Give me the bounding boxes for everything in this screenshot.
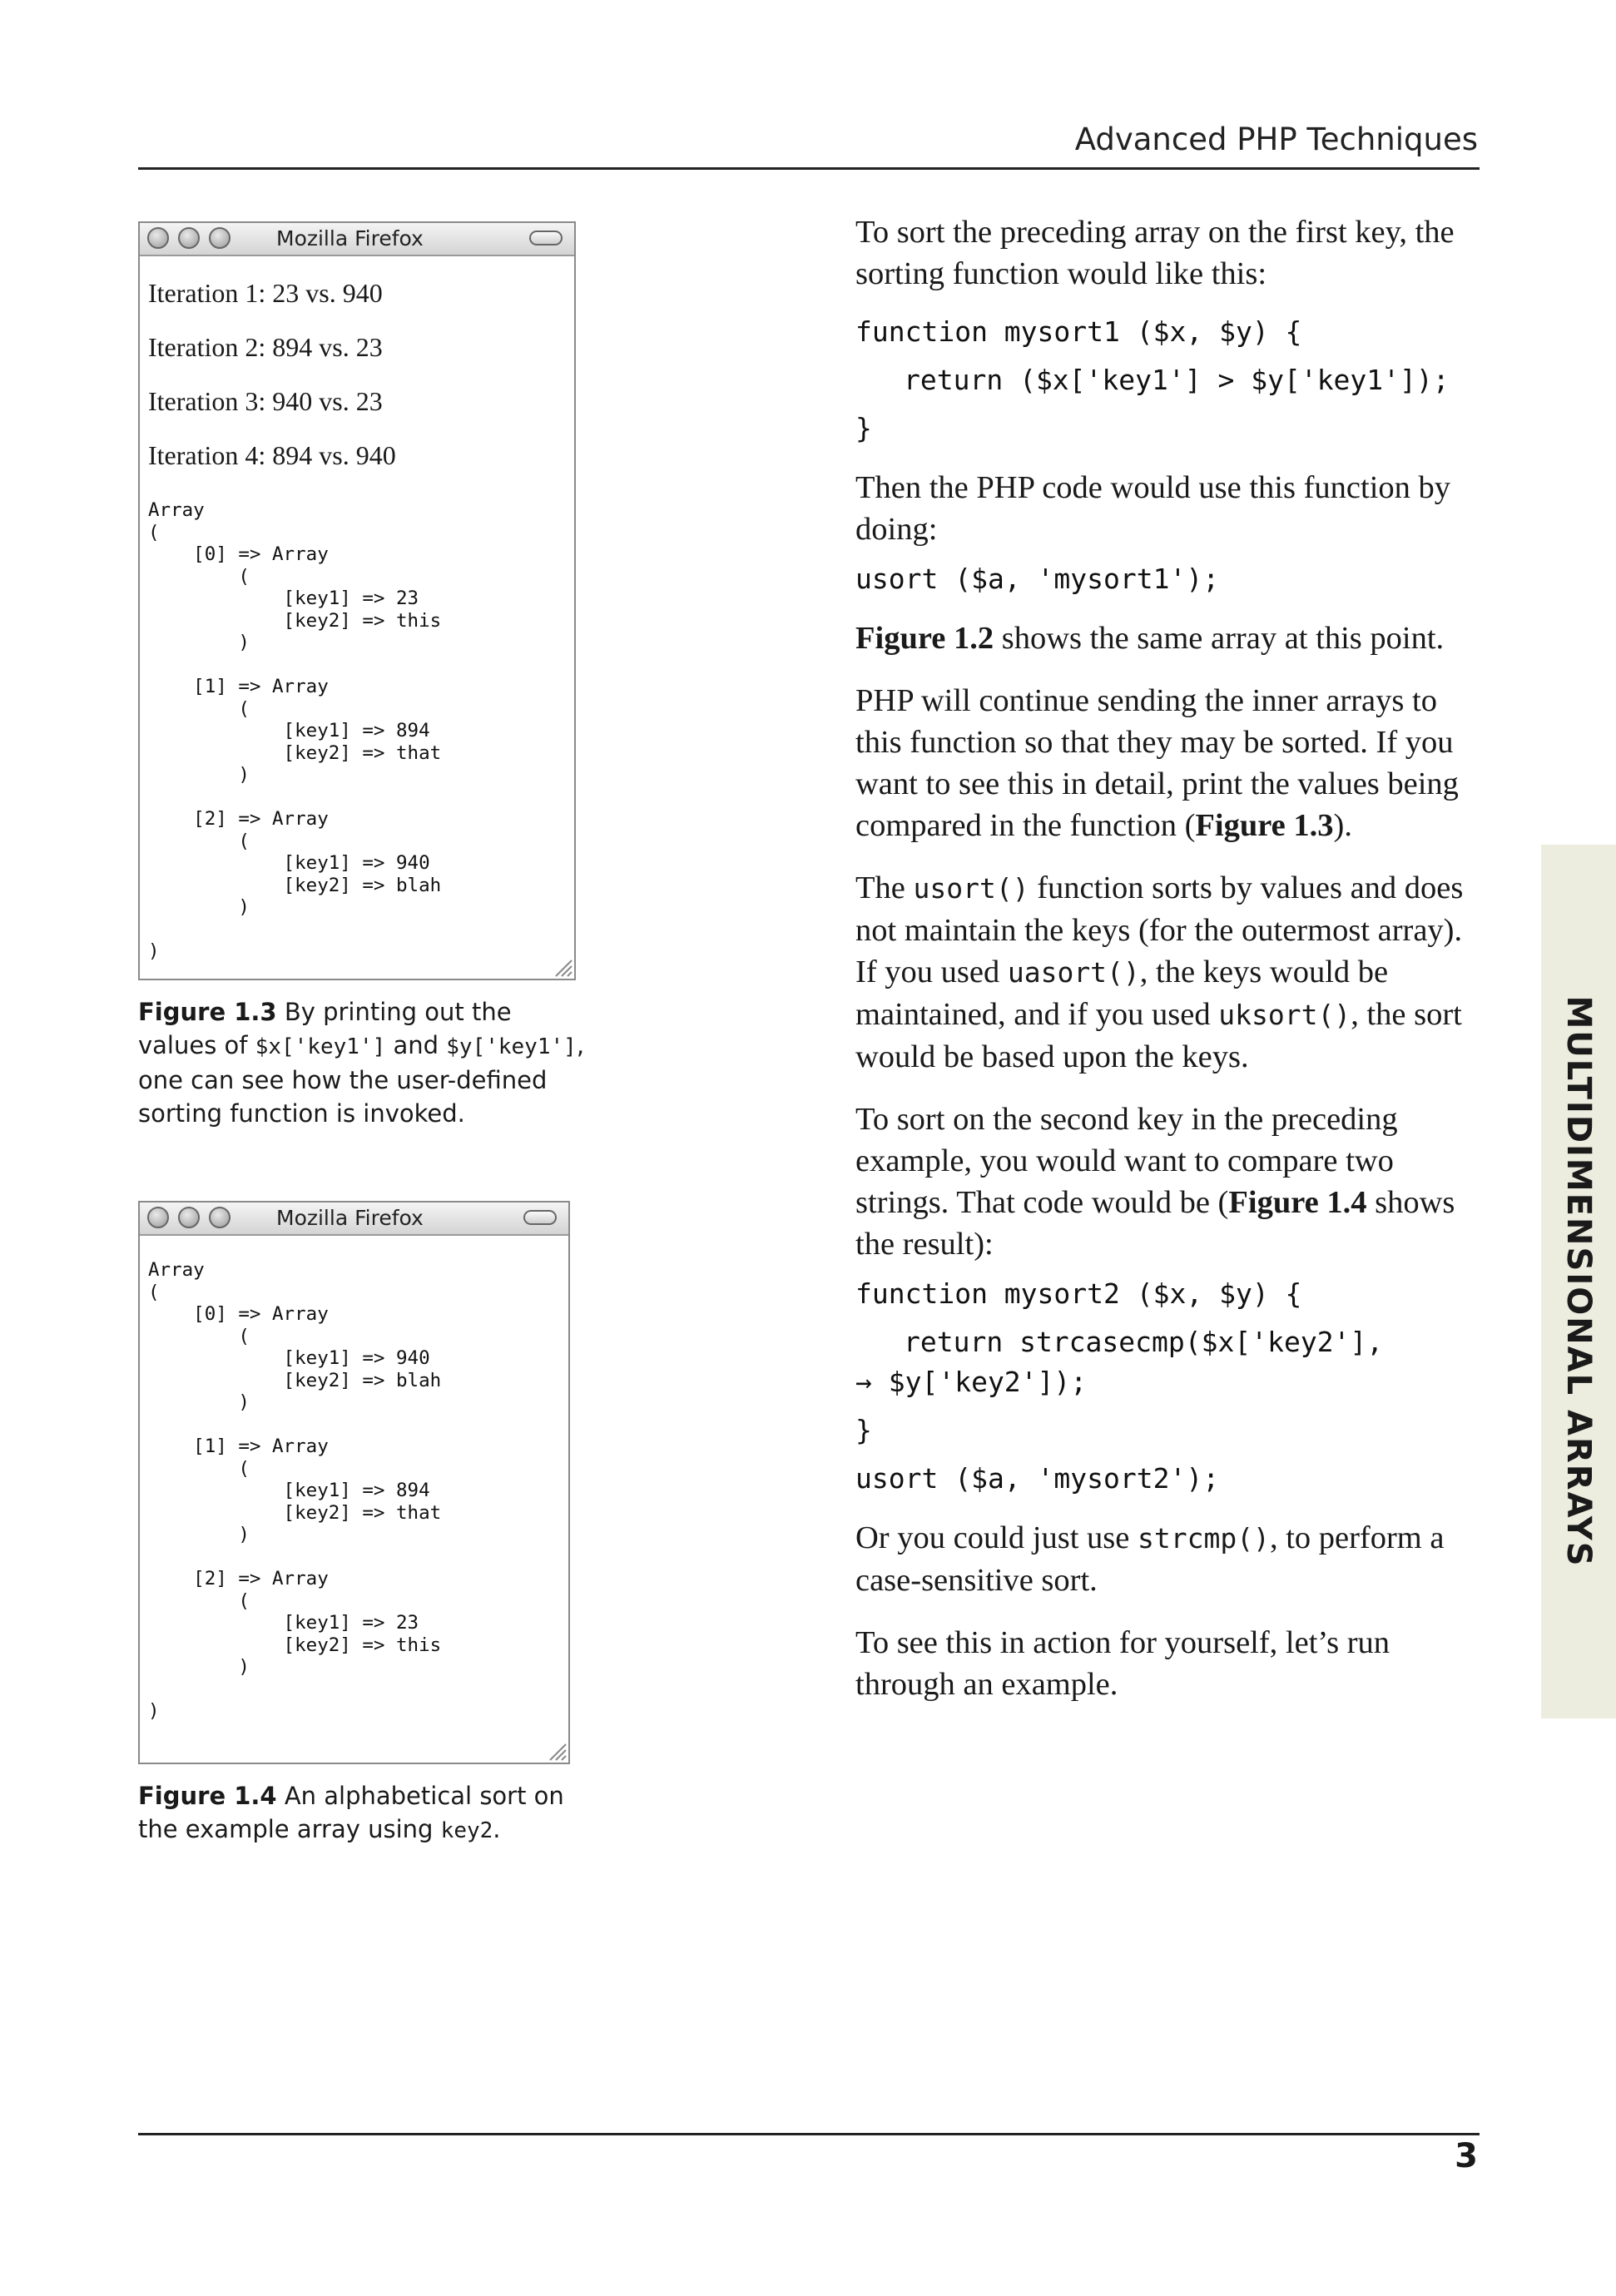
paragraph — [855, 1517, 1488, 1601]
resize-grip-icon — [551, 955, 573, 977]
caption-code: key2 — [440, 1818, 493, 1843]
code-line: } — [855, 1414, 872, 1446]
paragraph-text: shows the result): — [855, 1185, 1455, 1262]
paragraph-text: Or you could just use — [855, 1520, 1138, 1555]
code-line: usort ($a, 'mysort2'); — [855, 1462, 1220, 1495]
caption-label: Figure 1.3 — [138, 998, 277, 1026]
caption-code: $x['key1'] — [255, 1034, 386, 1059]
inline-code: usort() — [913, 872, 1029, 905]
code-line: return strcasecmp($x['key2'], — [904, 1326, 1384, 1358]
figure-reference: Figure 1.4 — [1228, 1185, 1367, 1220]
paragraph-text: , the keys would be maintained, and if you used — [855, 955, 1389, 1032]
window-titlebar — [140, 1203, 568, 1236]
inline-code: uasort() — [1007, 956, 1140, 989]
zoom-light-icon — [209, 1207, 231, 1228]
figure-1-4-browser-window — [138, 1201, 570, 1764]
close-light-icon — [147, 1207, 169, 1228]
paragraph-text: PHP will continue sending the inner arrays to this function so that they may be sorted. If you want to see this in detail, print the values being compared in the function ( — [855, 683, 1459, 843]
caption-text: . — [493, 1815, 501, 1843]
chapter-tab-label: MULTIDIMENSIONAL ARRAYS — [1559, 995, 1598, 1568]
caption-text: , one can see how the user-defined sorting function is invoked. — [138, 1031, 585, 1128]
code-line: usort ($a, 'mysort1'); — [855, 563, 1220, 595]
iteration-line: Iteration 3: 940 vs. 23 — [148, 386, 383, 416]
toolbar-toggle-icon — [523, 1210, 557, 1225]
figure-1-3-caption — [138, 995, 587, 1130]
close-light-icon — [147, 227, 169, 249]
resize-grip-icon — [545, 1739, 567, 1761]
paragraph-text: function sorts by values and does not maintain the keys (for the outermost array). If you used — [855, 870, 1464, 989]
caption-text: An alphabetical sort on the example array using — [138, 1782, 564, 1843]
paragraph: To sort the preceding array on the first key, the sorting function would like this: — [855, 215, 1455, 291]
body-column — [855, 211, 1488, 1726]
code-line: → $y['key2']); — [855, 1366, 1088, 1398]
caption-text: By printing out the values of — [138, 998, 512, 1059]
footer-rule — [138, 2133, 1480, 2135]
paragraph-text: , to perform a case-sensitive sort. — [855, 1520, 1445, 1598]
figure-reference: Figure 1.3 — [1195, 808, 1334, 843]
paragraph-text: , the sort would be based upon the keys. — [855, 997, 1462, 1074]
paragraph-text: To sort on the second key in the preceding example, you would want to compare two strings. That code would be ( — [855, 1102, 1398, 1220]
paragraph — [855, 1098, 1488, 1265]
code-line: return ($x['key1'] > $y['key1']); — [904, 364, 1450, 396]
iteration-line: Iteration 2: 894 vs. 23 — [148, 332, 383, 362]
page-number: 3 — [1455, 2137, 1478, 2175]
paragraph-text: shows the same array at this point. — [994, 621, 1445, 656]
caption-text: and — [385, 1031, 447, 1059]
paragraph — [855, 680, 1488, 846]
minimize-light-icon — [178, 227, 200, 249]
paragraph — [855, 867, 1488, 1078]
header-rule — [138, 167, 1480, 170]
inline-code: uksort() — [1218, 999, 1351, 1031]
caption-code: $y['key1'] — [446, 1034, 577, 1059]
caption-label: Figure 1.4 — [138, 1782, 277, 1810]
paragraph-text: The — [855, 870, 914, 905]
paragraph-text: ). — [1333, 808, 1352, 843]
window-titlebar — [140, 223, 574, 256]
array-output: Array ( [0] => Array ( [key1] => 940 [key2] => blah ) [1] => Array ( [key1] => 894 [key2] => that ) [2] => Array ( [key1] => 23 [key2] => this ) ) — [148, 1259, 442, 1722]
inline-code: strcmp() — [1137, 1522, 1270, 1555]
zoom-light-icon — [209, 227, 231, 249]
code-line: function mysort1 ($x, $y) { — [855, 315, 1302, 348]
toolbar-toggle-icon — [529, 231, 563, 245]
window-title: Mozilla Firefox — [276, 226, 424, 250]
code-line: } — [855, 412, 872, 444]
code-line: function mysort2 ($x, $y) { — [855, 1277, 1302, 1310]
iteration-line: Iteration 1: 23 vs. 940 — [148, 278, 383, 308]
array-output: Array ( [0] => Array ( [key1] => 23 [key2] => this ) [1] => Array ( [key1] => 894 [key2] => that ) [2] => Array ( [key1] => 940 [key2] => blah ) ) — [148, 499, 442, 962]
figure-1-3-browser-window — [138, 221, 576, 980]
chapter-side-tab — [1541, 845, 1616, 1718]
running-header-title: Advanced PHP Techniques — [1074, 121, 1478, 157]
paragraph — [855, 617, 1488, 659]
figure-1-4-caption — [138, 1779, 587, 1847]
iteration-line: Iteration 4: 894 vs. 940 — [148, 440, 396, 470]
window-title: Mozilla Firefox — [276, 1206, 424, 1230]
paragraph: Then the PHP code would use this function by doing: — [855, 470, 1451, 547]
minimize-light-icon — [178, 1207, 200, 1228]
figure-reference: Figure 1.2 — [855, 621, 994, 656]
paragraph: To see this in action for yourself, let’s run through an example. — [855, 1625, 1390, 1702]
